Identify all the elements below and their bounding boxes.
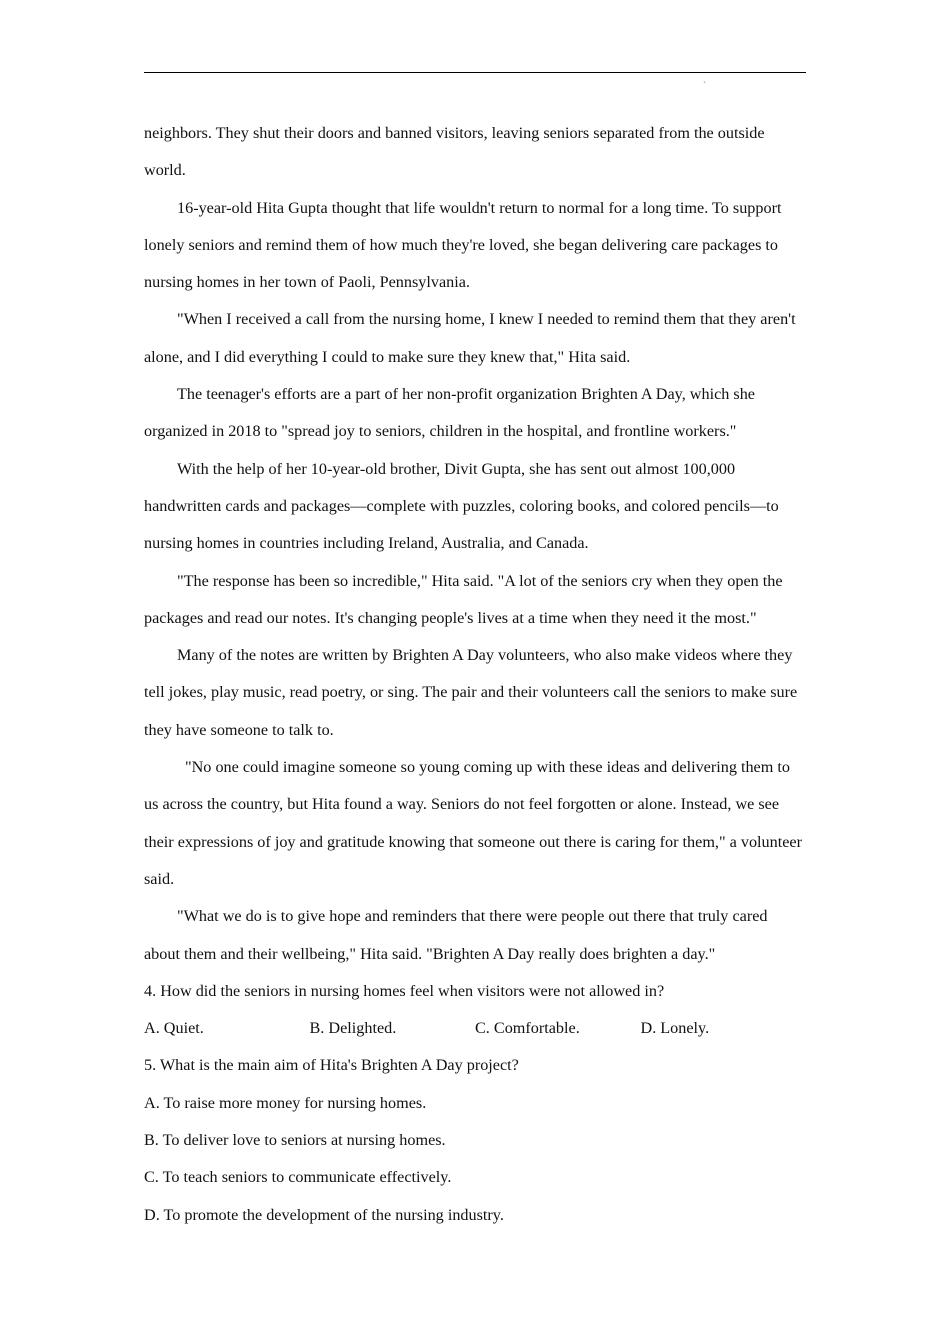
question-5-option-a: A. To raise more money for nursing homes. <box>144 1093 427 1112</box>
passage-paragraph-6: "The response has been so incredible," Hita said. "A lot of the seniors cry when they open the packages and read our notes. It's changing people's lives at a time when they need it the most." <box>144 571 783 627</box>
question-4-option-b: B. Delighted. <box>309 1019 397 1038</box>
question-4-options <box>144 1010 806 1047</box>
question-5-option-d: D. To promote the development of the nursing industry. <box>144 1205 504 1224</box>
question-4-stem: 4. How did the seniors in nursing homes feel when visitors were not allowed in? <box>144 981 665 1000</box>
passage-paragraph-4: The teenager's efforts are a part of her non-profit organization Brighten A Day, which she organized in 2018 to "spread joy to seniors, children in the hospital, and frontline workers." <box>144 385 755 441</box>
question-4-option-a: A. Quiet. <box>144 1019 204 1038</box>
passage-paragraph-1: neighbors. They shut their doors and banned visitors, leaving seniors separated from the outside world. <box>144 124 765 180</box>
question-5-option-c: C. To teach seniors to communicate effectively. <box>144 1168 452 1187</box>
header-rule <box>144 72 806 73</box>
passage-paragraph-5: With the help of her 10-year-old brother, Divit Gupta, she has sent out almost 100,000 handwritten cards and packages—complete with puzzles, coloring books, and colored pencils—to nursing homes in countries including Ireland, Australia, and Canada. <box>144 459 779 553</box>
passage-body <box>144 115 806 1234</box>
question-5-stem: 5. What is the main aim of Hita's Brighten A Day project? <box>144 1056 519 1075</box>
passage-paragraph-7: Many of the notes are written by Brighten A Day volunteers, who also make videos where they tell jokes, play music, read poetry, or sing. The pair and their volunteers call the seniors to make sure they have someone to talk to. <box>144 646 798 739</box>
header-mark: ` <box>703 80 706 90</box>
passage-paragraph-3: "When I received a call from the nursing home, I knew I needed to remind them that they aren't alone, and I did everything I could to make sure they knew that," Hita said. <box>144 310 796 366</box>
passage-paragraph-2: 16-year-old Hita Gupta thought that life wouldn't return to normal for a long time. To support lonely seniors and remind them of how much they're loved, she began delivering care packages to nursing homes in her town of Paoli, Pennsylvania. <box>144 198 782 292</box>
question-4-option-c: C. Comfortable. <box>475 1019 580 1038</box>
passage-paragraph-9: "What we do is to give hope and reminders that there were people out there that truly cared about them and their wellbeing," Hita said. "Brighten A Day really does brighten a day." <box>144 907 768 963</box>
question-4-option-d: D. Lonely. <box>640 1019 710 1038</box>
question-5-option-b: B. To deliver love to seniors at nursing homes. <box>144 1131 446 1150</box>
passage-paragraph-8: "No one could imagine someone so young coming up with these ideas and delivering them to us across the country, but Hita found a way. Seniors do not feel forgotten or alone. Instead, we see their expressions of joy and gratitude knowing that someone out there is caring for them," a volunteer said. <box>144 758 802 888</box>
